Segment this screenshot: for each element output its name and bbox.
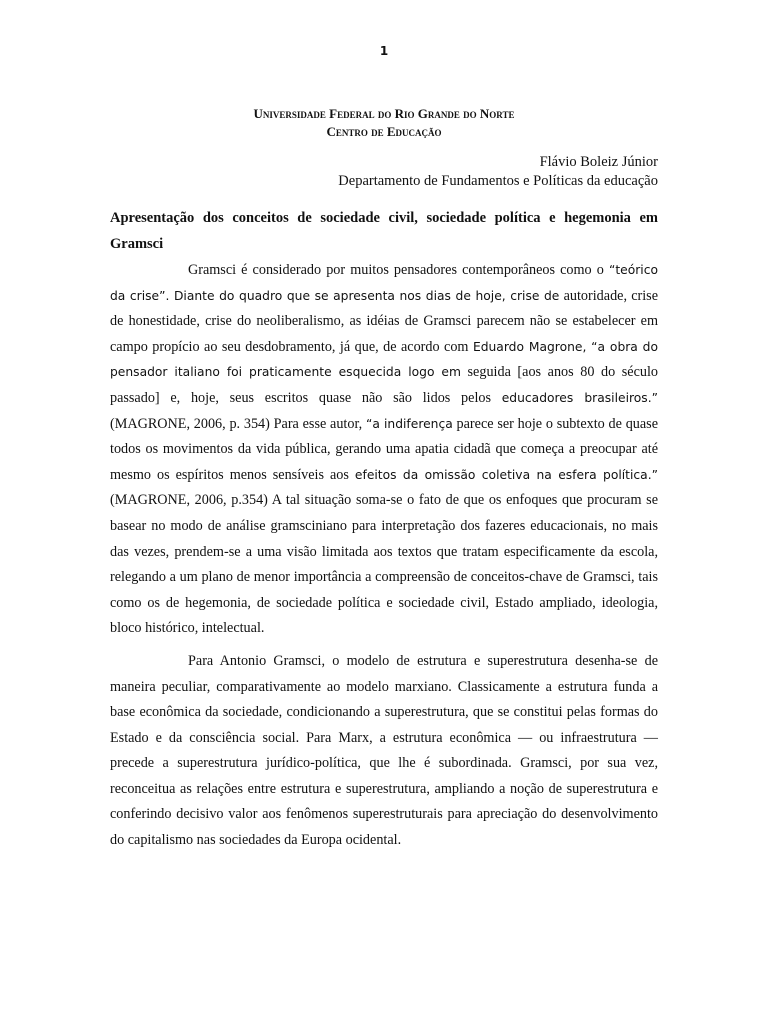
p1-quote-4: “a indiferença [365, 416, 453, 431]
author-department: Departamento de Fundamentos e Políticas da educação [338, 173, 658, 189]
page-number: 1 [379, 44, 389, 58]
university-name: Universidade Federal do Rio Grande do Norte [253, 106, 515, 121]
institution-header [0, 105, 768, 141]
p1-quote-2: Eduardo Magrone, “a obra do pensador italiano foi praticamente esquecida logo em [110, 339, 658, 380]
p1-text-5: parece ser hoje o subtexto de quase todos os movimentos da vida pública, gerando uma apatia cidadã que começa a preocupar até mesmo os espíritos menos sensíveis aos [110, 415, 659, 483]
p1-quote-5: efeitos da omissão coletiva na esfera política.” [354, 467, 658, 482]
p1-quote-1: “teórico da crise”. Diante do quadro que se apresenta nos dias de hoje, crise de [110, 263, 658, 303]
p1-text-4: (MAGRONE, 2006, p. 354) Para esse autor, [110, 415, 366, 432]
p1-text-2: autoridade, crise de honestidade, crise do neoliberalismo, as idéias de Gramsci parecem não se estabelecer em campo propício ao seu desdobramento, já que, de acordo com [110, 287, 658, 355]
document-title: Apresentação dos conceitos de sociedade civil, sociedade política e hegemonia em Gramsci [110, 210, 658, 252]
author-block [338, 153, 658, 191]
p1-quote-3: educadores brasileiros.” [501, 390, 658, 405]
p1-text-1: Gramsci é considerado por muitos pensadores contemporâneos como o [188, 262, 609, 278]
p1-text-6: (MAGRONE, 2006, p.354) A tal situação soma-se o fato de que os enfoques que procuram se basear no modo de análise gramsciniano para interpretação dos fazeres educacionais, no mais das vezes, prendem-se a uma visão limitada aos textos que tratam especificamente da escola, relegando a um plano de menor importância a compreensão de conceitos-chave de Gramsci, tais como os de hegemonia, de sociedade política e sociedade civil, Estado ampliado, ideologia, bloco histórico, intelectual. [110, 492, 658, 637]
paragraph-1 [110, 258, 658, 642]
center-name: Centro de Educação [326, 124, 442, 139]
paragraph-2: Para Antonio Gramsci, o modelo de estrutura e superestrutura desenha-se de maneira peculiar, comparativamente ao modelo marxiano. Classicamente a estrutura funda a base econômica da sociedade, condicionando a superestrutura, que se constitui pelas formas do Estado e da consciência social. Para Marx, a estrutura econômica — ou infraestrutura — precede a superestrutura jurídico-política, que lhe é subordinada. Gramsci, por sua vez, reconceitua as relações entre estrutura e superestrutura, ampliando a noção de superestrutura e conferindo decisivo valor aos fenômenos superestruturais para apreciação do desenvolvimento do capitalismo nas sociedades da Europa ocidental. [110, 652, 658, 849]
document-body [110, 258, 658, 854]
p1-text-3: seguida [aos anos 80 do século passado] e, hoje, seus escritos quase não são lidos pelos [110, 364, 658, 406]
author-name: Flávio Boleiz Júnior [539, 154, 658, 170]
